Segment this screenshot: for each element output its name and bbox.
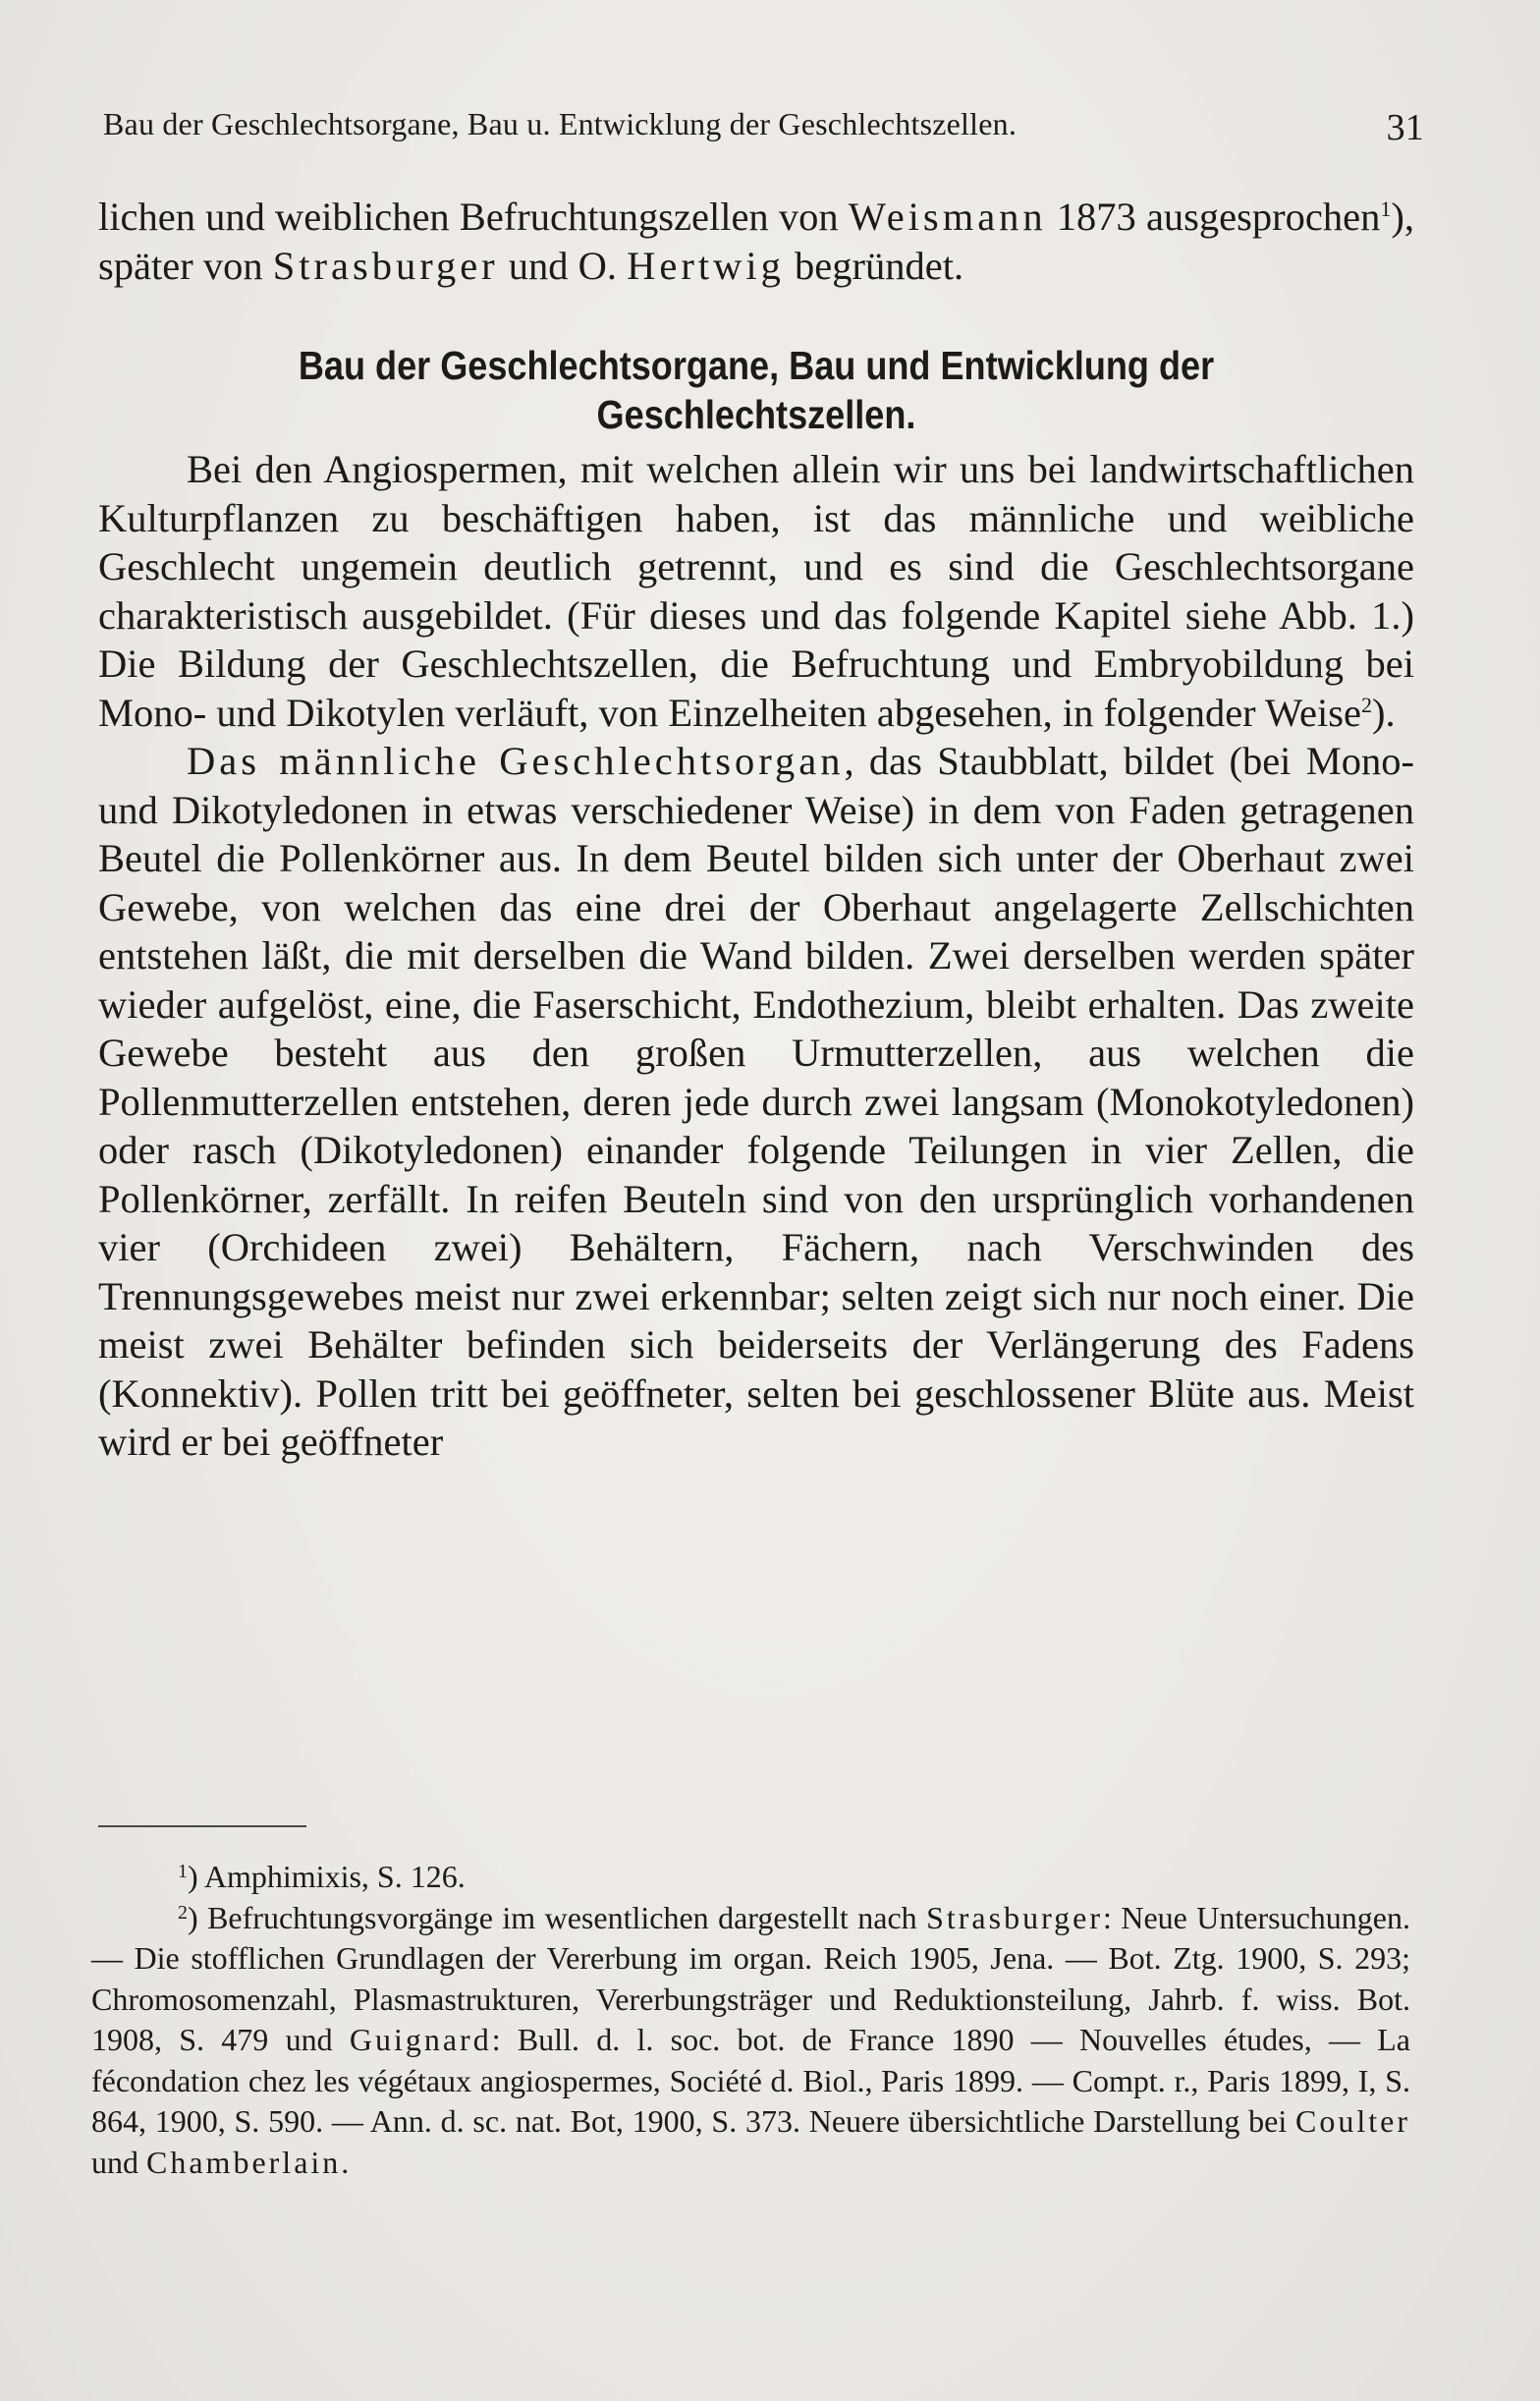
footnote-1 xyxy=(91,1857,1410,1898)
footnote-author-strasburger: Strasburger xyxy=(926,1899,1104,1935)
page-number: 31 xyxy=(1386,107,1424,148)
intro-paragraph xyxy=(98,193,1414,290)
paragraph-1-text: Bei den Angiospermen, mit welchen allein wir uns bei landwirtschaftlichen Kulturpflanzen zu beschäftigen haben, ist das männliche und weibliche Geschlecht ungemein deutlich getrennt, und es sind die Geschlechtsorgane charakteristisch ausgebildet. (Für dieses und das folgende Kapitel siehe Abb. 1.) Die Bildung der Geschlechtszellen, die Befruchtung und Embryobildung bei Mono- und Dikotylen verläuft, von Einzelheiten abgesehen, in folgender Weise xyxy=(98,447,1414,735)
footnote-2-marker: 2 xyxy=(178,1901,188,1924)
intro-text-3: ), später von xyxy=(98,195,1414,288)
intro-text-4: und O. xyxy=(498,243,628,288)
footnote-2-text-1: ) Befruchtungsvorgänge im wesentlichen dargestellt nach xyxy=(188,1899,927,1935)
author-name-hertwig: Hertwig xyxy=(627,243,785,288)
footnotes xyxy=(91,1857,1410,2183)
running-title: Bau der Geschlechtsorgane, Bau u. Entwicklung der Geschlechtszellen. xyxy=(103,106,1018,141)
footnote-author-guignard: Guignard xyxy=(349,2022,492,2057)
paragraph-2-text: , das Staubblatt, bildet (bei Mono- und Dikotyledonen in etwas verschiedener Weise) in dem von Faden getragenen Beutel die Pollenkörner aus. In dem Beutel bilden sich unter der Oberhaut zwei Gewebe, von welchen das eine drei der Oberhaut angelagerte Zellschichten entstehen läßt, die mit derselben die Wand bilden. Zwei derselben werden später wieder aufgelöst, eine, die Faserschicht, Endothezium, bleibt erhalten. Das zweite Gewebe besteht aus den großen Urmutterzellen, aus welchen die Pollenmutterzellen entstehen, deren jede durch zwei langsam (Monokotyledonen) oder rasch (Dikotyledonen) einander folgende Teilungen in vier Zellen, die Pollenkörner, zerfällt. In reifen Beuteln sind von den ursprünglich vorhandenen vier (Orchideen zwei) Behältern, Fächern, nach Verschwinden des Trennungsgewebes meist nur zwei erkennbar; selten zeigt sich nur noch einer. Die meist zwei Behälter befinden sich beiderseits der Verlängerung des Fadens (Konnektiv). Pollen tritt bei geöffneter, selten bei geschlossener Blüte aus. Meist wird er bei geöffneter xyxy=(98,739,1415,1464)
footnote-author-chamberlain: Chamberlain xyxy=(146,2144,342,2180)
footnote-2-text-4: und xyxy=(91,2144,146,2180)
footnote-divider xyxy=(98,1825,306,1827)
footnote-2 xyxy=(91,1898,1410,2184)
footnote-2-text-3: : Bull. d. l. soc. bot. de France 1890 — Nouvelles études, — La fécondation chez les végétaux angiospermes, Société d. Biol., Paris 1899. — Compt. r., Paris 1899, I, S. 864, 1900, S. 590. — Ann. d. sc. nat. Bot, 1900, S. 373. Neuere übersichtliche Darstellung bei xyxy=(91,2022,1411,2139)
footnote-1-text: ) Amphimixis, S. 126. xyxy=(188,1859,466,1894)
intro-text-5: begründet. xyxy=(784,243,964,288)
running-head xyxy=(103,106,1424,148)
footnote-ref-1: 1 xyxy=(1380,196,1392,221)
author-name-strasburger: Strasburger xyxy=(272,243,499,288)
author-name-weismann: Weismann xyxy=(848,195,1047,239)
paragraph-angiospermen xyxy=(98,445,1414,737)
section-heading: Bau der Geschlechtsorgane, Bau und Entwicklung der Geschlechtszellen. xyxy=(298,343,1215,437)
intro-text-1: lichen und weiblichen Befruchtungszellen von xyxy=(98,195,849,239)
main-text xyxy=(98,193,1414,1467)
footnote-author-coulter: Coulter xyxy=(1295,2103,1410,2139)
footnote-ref-2: 2 xyxy=(1361,692,1372,717)
emphasis-maennliche-geschlechtsorgan: Das männliche Geschlechtsorgan xyxy=(187,739,845,783)
footnote-2-text-5: . xyxy=(341,2144,350,2180)
footnote-1-marker: 1 xyxy=(178,1861,188,1882)
paragraph-1-end: ). xyxy=(1372,690,1396,735)
footnote-2-text-2: : Neue Untersuchungen. — Die stofflichen Grundlagen der Vererbung im organ. Reich 1905, Jena. — Bot. Ztg. 1900, S. 293; Chromosomenzahl, Plasmastrukturen, Vererbungsträger und Reduktionsteilung, Jahrb. f. wiss. Bot. 1908, S. 479 und xyxy=(91,1899,1411,2057)
intro-text-2: 1873 ausgesprochen xyxy=(1046,195,1381,239)
paragraph-staubblatt xyxy=(98,737,1414,1467)
